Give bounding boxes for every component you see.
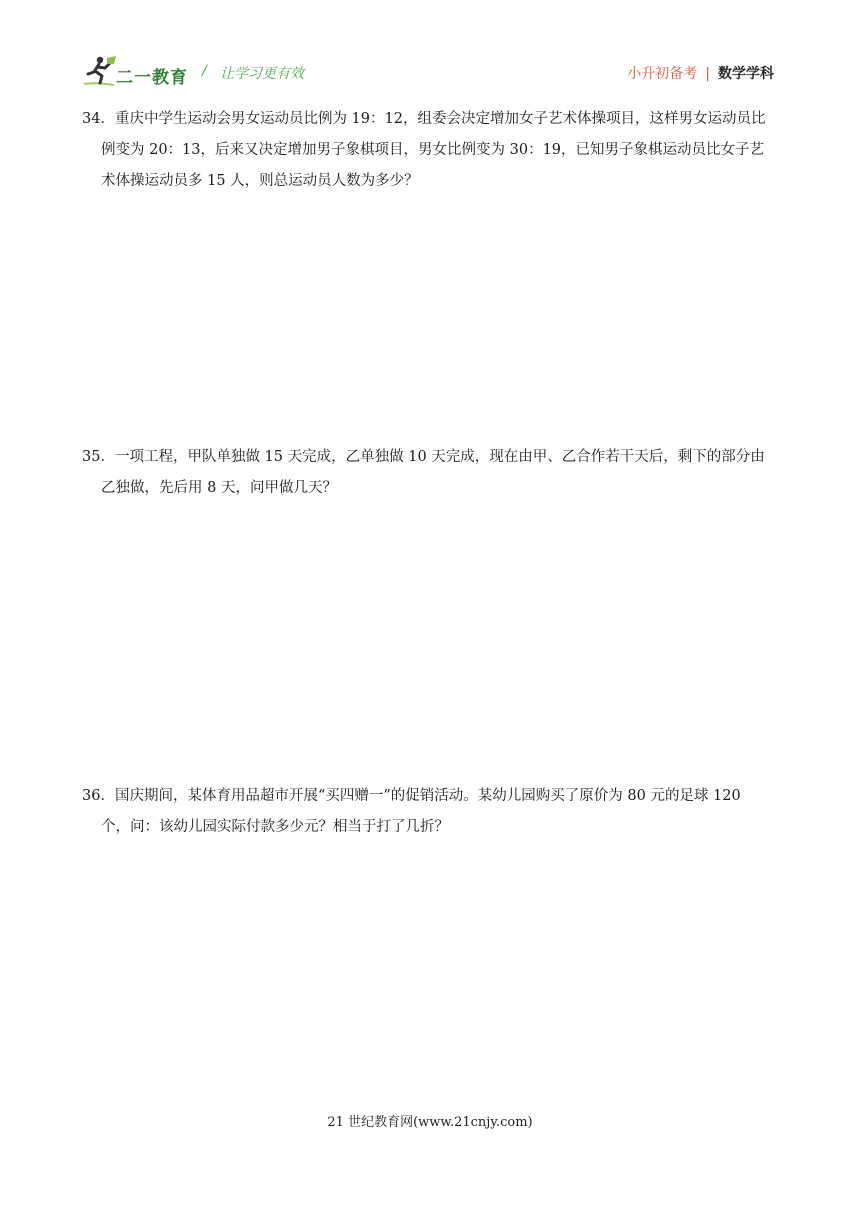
subject-label: 数学学科 xyxy=(718,66,774,82)
logo-text: 二一教育 xyxy=(116,68,188,88)
question-line: 34．重庆中学生运动会男女运动员比例为 19：12，组委会决定增加女子艺术体操项目，这样男女运动员比 xyxy=(82,111,766,127)
question-line: 术体操运动员多 15 人，则总运动员人数为多少？ xyxy=(101,173,419,189)
question-36 xyxy=(82,781,782,843)
header-separator: | xyxy=(705,66,710,82)
question-34 xyxy=(82,104,782,197)
header-right xyxy=(627,63,774,83)
question-line: 35．一项工程，甲队单独做 15 天完成，乙单独做 10 天完成，现在由甲、乙合作若干天后，剩下的部分由 xyxy=(82,449,765,465)
question-line: 个，问：该幼儿园实际付款多少元？相当于打了几折？ xyxy=(101,819,449,835)
runner-logo-icon xyxy=(80,54,120,88)
page-header xyxy=(80,54,780,94)
question-line: 例变为 20：13，后来又决定增加男子象棋项目，男女比例变为 30：19，已知男子象棋运动员比女子艺 xyxy=(101,142,765,158)
exam-label: 小升初备考 xyxy=(627,66,698,82)
question-line: 乙独做，先后用 8 天，问甲做几天？ xyxy=(101,480,337,496)
slogan: 让学习更有效 xyxy=(220,66,304,82)
page-footer: 21 世纪教育网(www.21cnjy.com) xyxy=(327,1115,533,1130)
question-35 xyxy=(82,442,782,504)
slogan-separator: / xyxy=(202,63,207,79)
question-line: 36．国庆期间，某体育用品超市开展“买四赠一”的促销活动。某幼儿园购买了原价为 80 元的足球 120 xyxy=(82,788,741,804)
